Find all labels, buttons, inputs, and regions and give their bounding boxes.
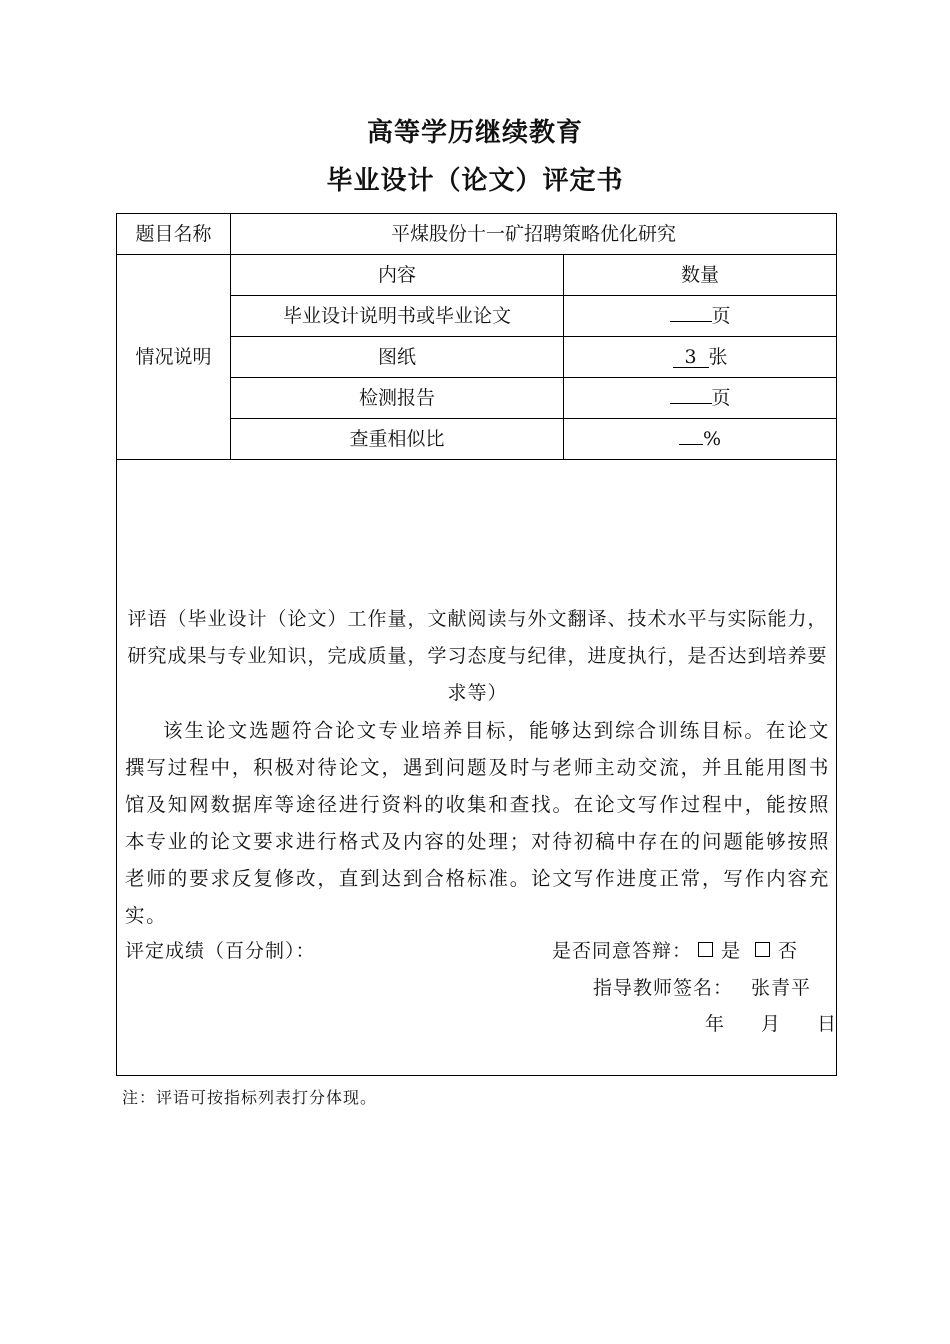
- unit-label: 页: [711, 386, 731, 409]
- comment-prompt: 评语（毕业设计（论文）工作量，文献阅读与外文翻译、技术水平与实际能力，研究成果与专业知识，完成质量，学习态度与纪律，进度执行，是否达到培养要求等）: [127, 608, 828, 704]
- row-item: 毕业设计说明书或毕业论文: [231, 296, 564, 337]
- comment-row: [117, 460, 837, 1076]
- evaluation-table: [116, 213, 837, 1076]
- comment-cell: [117, 460, 837, 1076]
- fill-blank: [670, 403, 712, 404]
- fill-blank: 3: [673, 347, 709, 369]
- fill-blank: [670, 321, 712, 322]
- comment-body: 该生论文选题符合论文专业培养目标，能够达到综合训练目标。在论文撰写过程中，积极对待论文，遇到问题及时与老师主动交流，并且能用图书馆及知网数据库等途径进行资料的收集和查找。在论文写作过程中，能按照本专业的论文要求进行格式及内容的处理；对待初稿中存在的问题能够按照老师的要求反复修改，直到达到合格标准。论文写作进度正常，写作内容充实。: [125, 719, 831, 927]
- defense-question: [552, 940, 798, 963]
- document-subtitle: 毕业设计（论文）评定书: [326, 166, 624, 196]
- month-label: 月: [761, 1013, 782, 1035]
- unit-label: 张: [708, 345, 728, 368]
- row-quantity: [564, 337, 837, 378]
- situation-header-row: [117, 255, 837, 296]
- year-label: 年: [705, 1013, 726, 1035]
- row-quantity: [564, 419, 837, 460]
- unit-label: %: [702, 427, 722, 450]
- date-line: [705, 1013, 837, 1036]
- topic-value: 平煤股份十一矿招聘策略优化研究: [231, 214, 837, 255]
- yes-checkbox[interactable]: [698, 942, 713, 957]
- column-header-quantity: 数量: [564, 255, 837, 296]
- no-label: 否: [778, 940, 799, 962]
- grade-label: 评定成绩（百分制）：: [125, 940, 316, 962]
- column-header-content: 内容: [231, 255, 564, 296]
- no-checkbox[interactable]: [755, 942, 770, 957]
- row-quantity: [564, 296, 837, 337]
- situation-label: 情况说明: [117, 255, 231, 460]
- unit-label: 页: [711, 304, 731, 327]
- day-label: 日: [817, 1013, 838, 1035]
- row-quantity: [564, 378, 837, 419]
- fill-blank: [679, 444, 703, 445]
- document-title: 高等学历继续教育: [366, 118, 583, 148]
- signature-label: 指导教师签名：: [593, 977, 734, 999]
- footer-note: 注：评语可按指标列表打分体现。: [122, 1088, 378, 1107]
- row-item: 查重相似比: [231, 419, 564, 460]
- defense-label: 是否同意答辩：: [552, 940, 693, 962]
- row-item: 图纸: [231, 337, 564, 378]
- yes-label: 是: [721, 940, 742, 962]
- row-item: 检测报告: [231, 378, 564, 419]
- signature-name: 张青平: [751, 977, 812, 999]
- topic-row: [117, 214, 837, 255]
- signature-line: [593, 977, 811, 1000]
- topic-label: 题目名称: [117, 214, 231, 255]
